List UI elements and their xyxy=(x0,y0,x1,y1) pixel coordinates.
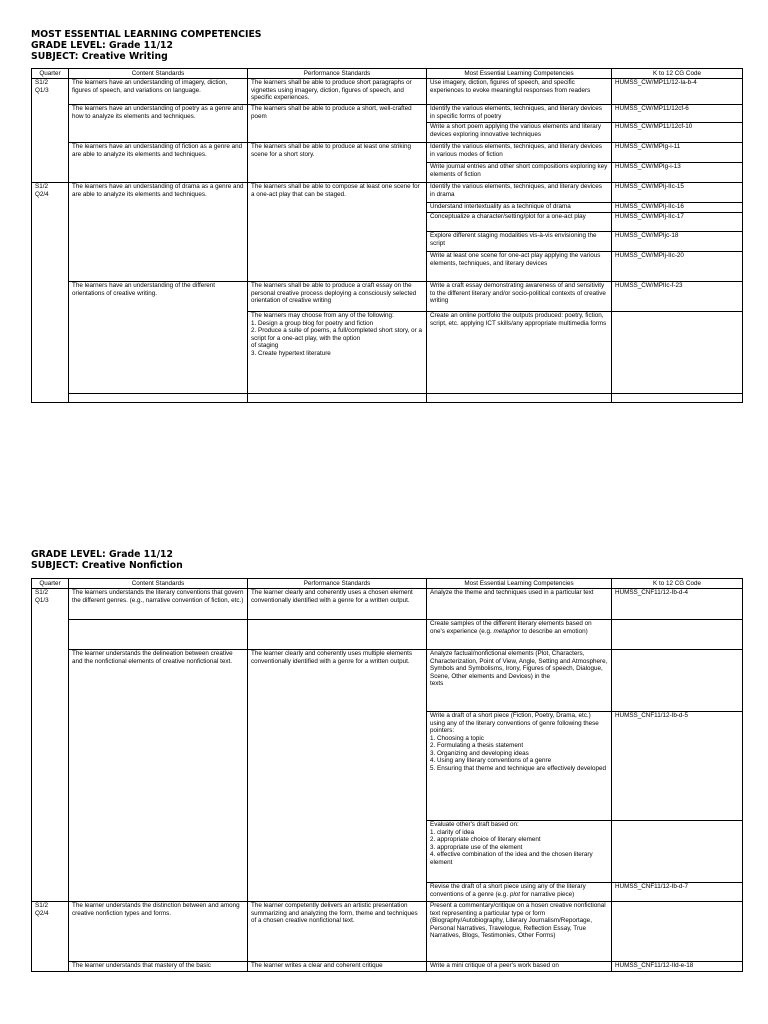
competency-cell: Conceptualize a character/setting/plot for a one-act play xyxy=(427,213,612,232)
code-cell xyxy=(612,902,743,962)
code-cell xyxy=(612,821,743,883)
code-cell: HUMSS_CNF11/12-Ib-d-7 xyxy=(612,883,743,902)
creative-writing-table xyxy=(31,68,743,403)
code-cell: HUMSS_CW/MPIIc-f-23 xyxy=(612,282,743,312)
code-cell: HUMSS_CW/MPIj-IIc-16 xyxy=(612,203,743,213)
code-cell: HUMSS_CW/MPIjc-18 xyxy=(612,232,743,252)
empty-cell xyxy=(248,394,427,403)
competency-cell: Identify the various elements, techniques, and literary devices in specific forms of poetry xyxy=(427,105,612,123)
competency-cell: Identify the various elements, techniques, and literary devices in various modes of fiction xyxy=(427,143,612,163)
competency-cell: Create samples of the different literary elements based on one's experience (e.g. metaphor to describe an emotion) xyxy=(427,620,612,650)
table-row xyxy=(32,143,743,163)
performance-standard-cell: The learners may choose from any of the following: 1. Design a group blog for poetry and fiction 2. Produce a suite of poems, a full/completed short story, or a script for a one-act play, with the option of staging 3. Create hypertext literature xyxy=(248,312,427,394)
column-header-competencies: Most Essential Learning Competencies xyxy=(427,69,612,79)
code-cell: HUMSS_CW/MP11/12cf-10 xyxy=(612,123,743,143)
section1-header xyxy=(31,29,262,62)
code-cell: HUMSS_CW/MP11/12cf-6 xyxy=(612,105,743,123)
section2-header xyxy=(31,549,183,571)
table-row xyxy=(32,183,743,203)
competency-cell: Write a craft essay demonstrating awareness of and sensitivity to the different literary and/or socio-political contexts of creative writing xyxy=(427,282,612,312)
table-row xyxy=(32,589,743,620)
competency-cell: Present a commentary/critique on a hosen creative nonfictional text representing a particular type or form (Biography/Autobiography, Literary Journalism/Reportage, Personal Narratives, Travelogue, Reflection Essay, True Narratives, Blogs, Testimonies, Other Forms) xyxy=(427,902,612,962)
document-title: MOST ESSENTIAL LEARNING COMPETENCIES xyxy=(31,29,262,40)
quarter-cell: S1/2 Q1/3 xyxy=(32,79,69,183)
table-row xyxy=(32,902,743,962)
subject-label: SUBJECT: Creative Nonfiction xyxy=(31,560,183,571)
column-header-performance-standards: Performance Standards xyxy=(248,579,427,589)
column-header-content-standards: Content Standards xyxy=(69,579,248,589)
table-row xyxy=(32,962,743,972)
column-header-code: K to 12 CG Code xyxy=(612,69,743,79)
table-row xyxy=(32,105,743,123)
grade-level-label: GRADE LEVEL: Grade 11/12 xyxy=(31,40,173,51)
empty-cell xyxy=(69,620,248,650)
content-standard-cell: The learners understands the literary conventions that govern the different genres. (e.g., narrative convention of fiction, etc.) xyxy=(69,589,248,620)
code-cell: HUMSS_CNF11/12-Ib-d-4 xyxy=(612,589,743,620)
code-cell: HUMSS_CW/MPIj-IIc-15 xyxy=(612,183,743,203)
competency-cell: Evaluate other's draft based on: 1. clarity of idea 2. appropriate choice of literary element 3. appropriate use of the element 4. effective combination of the idea and the chosen literary element xyxy=(427,821,612,883)
code-cell: HUMSS_CW/MP11/12-Ia-b-4 xyxy=(612,79,743,105)
quarter-cell: S1/2 Q1/3 xyxy=(32,589,69,902)
creative-nonfiction-table xyxy=(31,578,743,972)
empty-cell xyxy=(248,620,427,650)
content-standard-cell: The learner understands that mastery of the basic xyxy=(69,962,248,972)
competency-cell: Revise the draft of a short piece using any of the literary conventions of a genre (e.g. plot for narrative piece) xyxy=(427,883,612,902)
competency-cell: Explore different staging modalities vis-à-vis envisioning the script xyxy=(427,232,612,252)
code-cell xyxy=(612,650,743,712)
content-standard-cell: The learners have an understanding of poetry as a genre and how to analyze its elements and techniques. xyxy=(69,105,248,143)
column-header-performance-standards: Performance Standards xyxy=(248,69,427,79)
table-row xyxy=(32,620,743,650)
performance-standard-cell: The learners shall be able to produce a short, well-crafted poem xyxy=(248,105,427,143)
emphasis-metaphor: metaphor xyxy=(493,627,521,635)
content-standard-cell: The learner understands the distinction between and among creative nonfiction types and forms. xyxy=(69,902,248,962)
performance-standard-cell: The learners shall be able to produce short paragraphs or vignettes using imagery, diction, figures of speech, and specific experiences. xyxy=(248,79,427,105)
content-standard-cell: The learners have an understanding of fiction as a genre and are able to analyze its elements and techniques. xyxy=(69,143,248,183)
performance-standard-cell: The learners shall be able to produce at least one striking scene for a short story. xyxy=(248,143,427,183)
table-row xyxy=(32,650,743,712)
content-standard-cell: The learners have an understanding of drama as a genre and are able to analyze its elements and techniques. xyxy=(69,183,248,282)
competency-cell: Use imagery, diction, figures of speech, and specific experiences to evoke meaningful responses from readers xyxy=(427,79,612,105)
quarter-cell: S1/2 Q2/4 xyxy=(32,902,69,972)
quarter-cell: S1/2 Q2/4 xyxy=(32,183,69,403)
table-header-row xyxy=(32,579,743,589)
column-header-content-standards: Content Standards xyxy=(69,69,248,79)
performance-standard-cell: The learner clearly and coherently uses multiple elements conventionally identified with a genre for a written output. xyxy=(248,650,427,902)
performance-standard-cell: The learner competently delivers an artistic presentation summarizing and analyzing the form, theme and techniques of a chosen creative nonfictional text. xyxy=(248,902,427,962)
column-header-competencies: Most Essential Learning Competencies xyxy=(427,579,612,589)
code-cell: HUMSS_CNF11/12-IId-e-18 xyxy=(612,962,743,972)
competency-cell: Write a mini critique of a peer's work based on xyxy=(427,962,612,972)
emphasis-plot: plot xyxy=(509,890,520,898)
competency-cell: Write at least one scene for one-act play applying the various elements, techniques, and literary devices xyxy=(427,252,612,282)
code-cell: HUMSS_CW/MPIj-IIc-17 xyxy=(612,213,743,232)
empty-cell xyxy=(612,394,743,403)
content-standard-cell: The learners have an understanding of the different orientations of creative writing. xyxy=(69,282,248,394)
performance-standard-cell: The learners shall be able to produce a craft essay on the personal creative process deploying a consciously selected orientation of creative writing xyxy=(248,282,427,312)
column-header-quarter: Quarter xyxy=(32,69,69,79)
competency-cell: Write a draft of a short piece (Fiction, Poetry, Drama, etc.) using any of the literary conventions of genre following these pointers: 1. Choosing a topic 2. Formulating a thesis statement 3. Organizing and developing ideas 4. Using any literary conventions of a genre 5. Ensuring that theme and technique are effectively developed xyxy=(427,712,612,821)
subject-label: SUBJECT: Creative Writing xyxy=(31,51,168,62)
performance-standard-cell: The learner clearly and coherently uses a chosen element conventionally identified with a genre for a written output. xyxy=(248,589,427,620)
competency-cell: Identify the various elements, techniques, and literary devices in drama xyxy=(427,183,612,203)
code-cell xyxy=(612,620,743,650)
code-cell: HUMSS_CNF11/12-Ib-d-5 xyxy=(612,712,743,821)
grade-level-label: GRADE LEVEL: Grade 11/12 xyxy=(31,549,173,560)
performance-standard-cell: The learners shall be able to compose at least one scene for a one-act play that can be staged. xyxy=(248,183,427,282)
competency-cell: Create an online portfolio the outputs produced: poetry, fiction, script, etc. applying ICT skills/any appropriate multimedia forms xyxy=(427,312,612,394)
competency-cell: Understand intertextuality as a technique of drama xyxy=(427,203,612,213)
competency-cell: Analyze the theme and techniques used in a particular text xyxy=(427,589,612,620)
code-cell: HUMSS_CW/MPIg-i-11 xyxy=(612,143,743,163)
competency-cell: Write a short poem applying the various elements and literary devices exploring innovative techniques xyxy=(427,123,612,143)
column-header-quarter: Quarter xyxy=(32,579,69,589)
empty-cell xyxy=(69,394,248,403)
empty-cell xyxy=(427,394,612,403)
table-row xyxy=(32,79,743,105)
table-row-empty xyxy=(32,394,743,403)
table-header-row xyxy=(32,69,743,79)
competency-cell: Write journal entries and other short compositions exploring key elements of fiction xyxy=(427,163,612,183)
content-standard-cell: The learners have an understanding of imagery, diction, figures of speech, and variations on language. xyxy=(69,79,248,105)
table-row xyxy=(32,282,743,312)
competency-cell: Analyze factual/nonfictional elements (Plot, Characters, Characterization, Point of View, Angle, Setting and Atmosphere, Symbols and Symbolisms, Irony, Figures of speech, Dialogue, Scene, Other elements and Devices) in the texts xyxy=(427,650,612,712)
code-cell xyxy=(612,312,743,394)
code-cell: HUMSS_CW/MPIj-IIc-20 xyxy=(612,252,743,282)
content-standard-cell: The learner understands the delineation between creative and the nonfictional elements of creative nonfictional text. xyxy=(69,650,248,902)
performance-standard-cell: The learner writes a clear and coherent critique xyxy=(248,962,427,972)
code-cell: HUMSS_CW/MPIg-i-13 xyxy=(612,163,743,183)
column-header-code: K to 12 CG Code xyxy=(612,579,743,589)
